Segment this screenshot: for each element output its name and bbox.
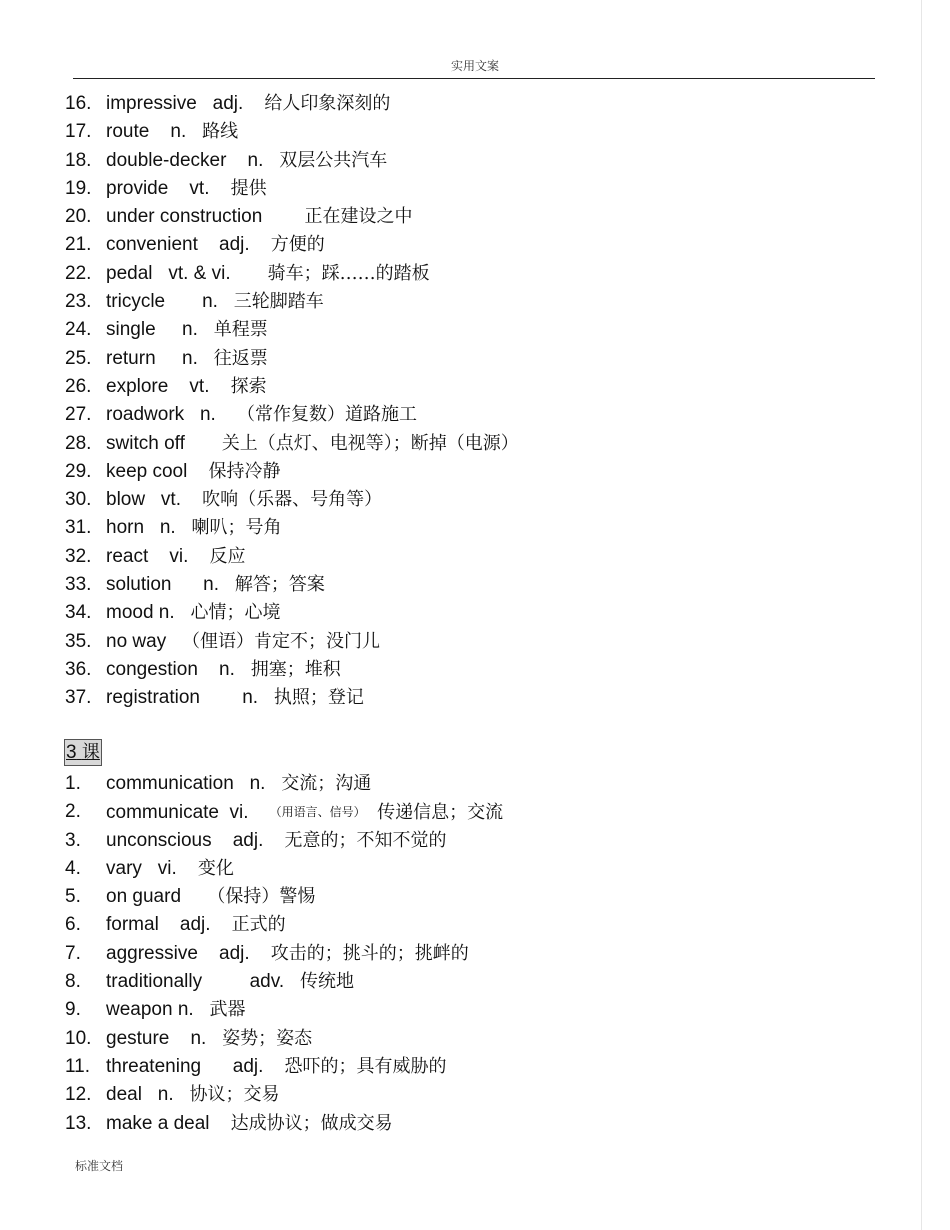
definition-zh: 达成协议；做成交易 [230,1112,393,1134]
entry-term: traditionally adv. [106,971,300,993]
entry-text [106,203,413,231]
page-footer: 标准文档 [75,1159,124,1173]
entry-number: 7. [65,942,81,964]
entry-term: provide vt. [106,177,231,199]
entry-text [106,118,238,146]
entry-number: 21. [65,234,92,256]
entry-text [106,571,325,599]
entry-number: 12. [65,1084,92,1106]
vocab-entry [0,401,950,429]
entry-term: on guard [106,886,208,908]
entry-number: 6. [65,914,81,936]
entry-term: tricycle n. [106,291,234,313]
entry-number: 2. [65,801,81,823]
vocab-entry [0,855,950,883]
entry-term: convenient adj. [106,234,271,256]
entry-text [106,1053,447,1081]
entry-number: 36. [65,658,92,680]
definition-zh: 拥塞；堆积 [250,658,341,680]
vocab-entry [0,90,950,118]
entry-term: vary vi. [106,857,198,879]
entry-term: return n. [106,347,214,369]
entry-term: react vi. [106,545,210,567]
entry-text [106,883,315,911]
entry-term: communicate vi. [106,802,270,824]
vocab-entry [0,316,950,344]
entry-term: make a deal [106,1112,231,1134]
entry-text [106,656,341,684]
definition-zh: 保持冷静 [208,460,281,482]
definition-zh: 双层公共汽车 [279,149,388,171]
entry-number: 11. [65,1055,91,1077]
entry-term: single n. [106,319,214,341]
entry-text [106,1025,312,1053]
vocab-entry [0,203,950,231]
definition-zh: 单程票 [213,319,268,341]
definition-zh: 三轮脚踏车 [233,291,324,313]
vocab-entry [0,940,950,968]
entry-term: keep cool [106,460,209,482]
vocab-entry [0,1110,950,1138]
definition-zh: 心情；心境 [190,602,281,624]
vocab-entry [0,571,950,599]
definition-zh: 执照；登记 [273,687,364,709]
vocab-entry [0,231,950,259]
definition-zh: 变化 [197,857,234,879]
entry-number: 8. [65,971,81,993]
entry-text [106,90,390,118]
entry-term: horn n. [106,517,192,539]
page-header: 实用文案 [450,59,499,73]
definition-zh: 无意的；不知不觉的 [284,829,447,851]
entry-text [106,1081,279,1109]
entry-text [106,175,267,203]
entry-number: 9. [65,999,81,1021]
entry-term: formal adj. [106,914,232,936]
entry-number: 23. [65,291,92,313]
entry-number: 20. [65,206,92,228]
entry-term: blow vt. [106,489,203,511]
definition-zh: 探索 [230,375,267,397]
entry-term: registration n. [106,687,274,709]
definition-note: （用语言、信号） [269,805,366,820]
definition-zh: 传递信息；交流 [365,802,504,824]
vocab-list-two [0,770,950,1138]
vocab-entry [0,628,950,656]
definition-zh: （常作复数）道路施工 [236,404,417,426]
entry-term: threatening adj. [106,1055,285,1077]
entry-text [106,288,324,316]
vocab-entry [0,827,950,855]
entry-number: 16. [65,93,92,114]
entry-number: 5. [65,886,81,908]
entry-term: mood n. [106,602,191,624]
vocab-entry [0,175,950,203]
entry-text [106,911,286,939]
entry-number: 3. [65,829,81,851]
entry-text [106,316,268,344]
entry-number: 25. [65,347,92,369]
definition-zh: 路线 [202,121,239,143]
vocab-entry [0,458,950,486]
vocab-entry [0,1081,950,1109]
vocab-entry [0,118,950,146]
entry-term: weapon n. [106,999,210,1021]
entry-text [106,798,503,827]
entry-text [106,684,364,712]
entry-term: aggressive adj. [106,942,271,964]
entry-number: 29. [65,460,92,482]
vocab-list-one [0,90,950,713]
entry-text [106,514,282,542]
definition-zh: 解答；答案 [234,574,325,596]
entry-number: 26. [65,375,92,397]
header-rule [73,78,875,79]
entry-text [106,1110,393,1138]
entry-term: explore vt. [106,375,231,397]
section-number: 3 [66,742,77,763]
definition-zh: 骑车；踩……的踏板 [267,262,430,284]
definition-zh: 恐吓的；具有威胁的 [284,1055,447,1077]
entry-text [106,373,267,401]
entry-term: solution n. [106,574,235,596]
entry-number: 30. [65,489,92,511]
vocab-entry [0,684,950,712]
vocab-entry [0,147,950,175]
definition-zh: （保持）警惕 [207,886,316,908]
entry-text [106,996,246,1024]
entry-number: 22. [65,262,92,284]
entry-term: pedal vt. & vi. [106,262,268,284]
entry-text [106,628,380,656]
vocab-entry [0,260,950,288]
entry-term: under construction [106,206,305,228]
definition-zh: 姿势；姿态 [222,1027,313,1049]
vocab-entry [0,345,950,373]
section-heading [64,739,102,766]
vocab-entry [0,996,950,1024]
entry-term: unconscious adj. [106,829,285,851]
vocab-entry [0,373,950,401]
vocab-entry [0,430,950,458]
definition-zh: 关上（点灯、电视等）；断掉（电源） [221,432,519,454]
entry-number: 10. [65,1027,92,1049]
vocab-entry [0,486,950,514]
entry-text [106,147,387,175]
entry-text [106,345,268,373]
entry-number: 32. [65,545,92,567]
entry-term: switch off [106,432,222,454]
entry-text [106,231,325,259]
vocab-entry [0,656,950,684]
definition-zh: 反应 [209,545,246,567]
vocab-entry [0,798,950,826]
definition-zh: 给人印象深刻的 [264,93,391,114]
entry-number: 28. [65,432,92,454]
definition-zh: 协议；交易 [189,1084,280,1106]
definition-zh: 正在建设之中 [304,206,413,228]
entry-text [106,599,281,627]
entry-term: roadwork n. [106,404,237,426]
vocab-entry [0,1053,950,1081]
entry-text [106,260,430,288]
entry-number: 35. [65,630,92,652]
entry-number: 34. [65,602,92,624]
entry-term: no way [106,630,183,652]
vocab-entry [0,968,950,996]
definition-zh: 武器 [209,999,246,1021]
entry-text [106,543,245,571]
entry-text [106,458,280,486]
entry-text [106,827,447,855]
vocab-entry [0,288,950,316]
vocab-entry [0,543,950,571]
entry-text [106,940,469,968]
definition-zh: 攻击的；挑斗的；挑衅的 [270,942,469,964]
definition-zh: 交流；沟通 [281,773,372,794]
entry-number: 4. [65,857,81,879]
entry-number: 33. [65,574,92,596]
entry-text [106,486,382,514]
entry-text [106,770,371,798]
section-label: 课 [81,742,100,763]
vocab-entry [0,911,950,939]
entry-text [106,855,234,883]
vocab-entry [0,514,950,542]
entry-number: 27. [65,404,92,426]
entry-text [106,401,417,429]
vocab-entry [0,883,950,911]
vocab-entry [0,1025,950,1053]
entry-term: double-decker n. [106,149,280,171]
entry-text [106,430,519,458]
entry-number: 31. [65,517,92,539]
definition-zh: 方便的 [270,234,325,256]
definition-zh: 正式的 [231,914,286,936]
definition-zh: 喇叭；号角 [191,517,282,539]
definition-zh: 吹响（乐器、号角等） [202,489,383,511]
vocab-entry [0,770,950,798]
entry-term: route n. [106,121,203,143]
entry-number: 1. [65,773,81,794]
entry-term: gesture n. [106,1027,223,1049]
entry-term: deal n. [106,1084,190,1106]
definition-zh: 往返票 [213,347,268,369]
entry-term: congestion n. [106,658,251,680]
entry-term: impressive adj. [106,93,265,114]
entry-number: 13. [65,1112,92,1134]
entry-term: communication n. [106,773,282,794]
entry-number: 19. [65,177,92,199]
vocab-entry [0,599,950,627]
definition-zh: 提供 [230,177,267,199]
entry-number: 24. [65,319,92,341]
definition-zh: （俚语）肯定不；没门儿 [182,630,381,652]
definition-zh: 传统地 [299,971,354,993]
entry-text [106,968,354,996]
entry-number: 17. [65,121,92,143]
entry-number: 18. [65,149,92,171]
entry-number: 37. [65,687,92,709]
